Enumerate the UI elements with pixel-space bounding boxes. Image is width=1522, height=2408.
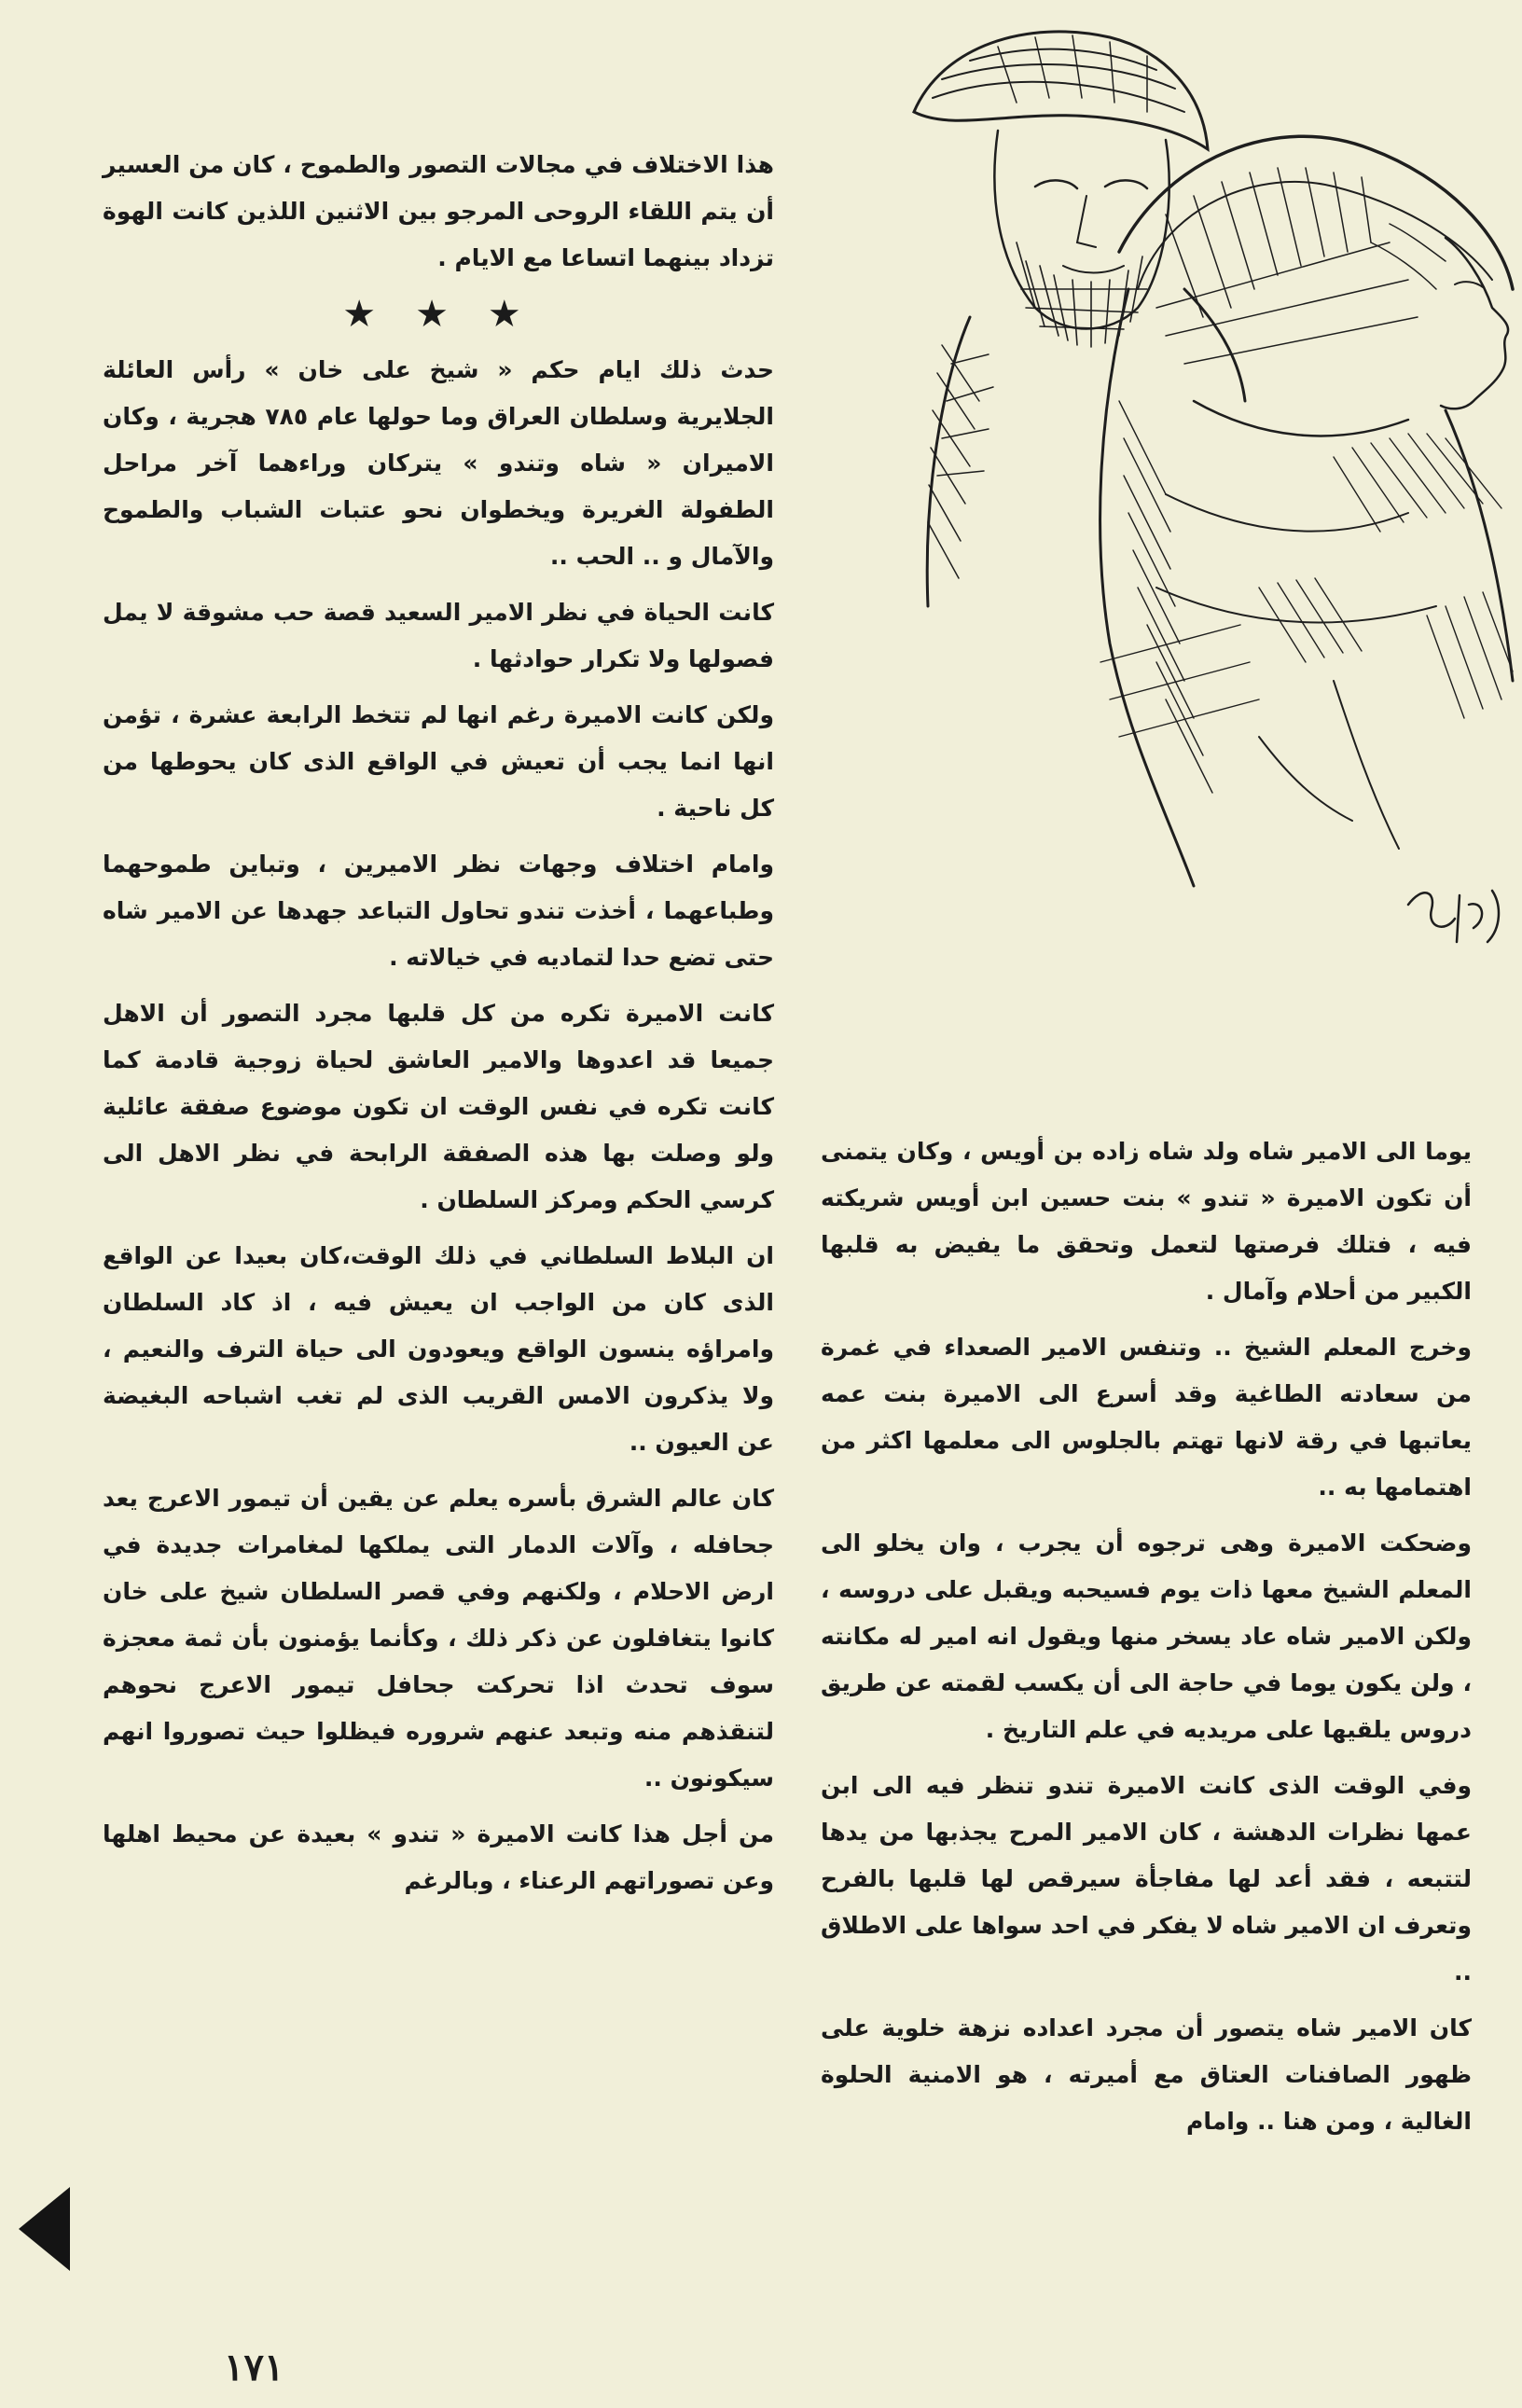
woman-cloak-sketch [1100, 289, 1513, 886]
artist-signature [1408, 891, 1499, 942]
paragraph: كانت الحياة في نظر الامير السعيد قصة حب مشوقة لا يمل فصولها ولا تكرار حوادثها . [103, 599, 774, 672]
section-separator-stars: ★ ★ ★ [342, 293, 534, 336]
paragraph: حدث ذلك ايام حكم « شيخ على خان » رأس العائلة الجلايرية وسلطان العراق وما حولها عام ٧٨٥ هجرية ، وكان الاميران « شاه وتندو » يتركان وراءهما آخر مراحل الطفولة الغريرة ويخطوان نحو عتبات الشباب والطموح والآمال و .. الحب .. [103, 356, 774, 570]
paragraph: ان البلاط السلطاني في ذلك الوقت،كان بعيدا عن الواقع الذى كان من الواجب ان يعيش فيه ، اذ كاد السلطان وامراؤه ينسون الواقع ويعودون الى حياة الترف والنعيم ، ولا يذكرون الامس القريب الذى لم تغب اشباحه البغيضة عن العيون .. [103, 1242, 774, 1456]
paragraph: هذا الاختلاف في مجالات التصور والطموح ، كان من العسير أن يتم اللقاء الروحى المرجو بين الاثنين اللذين كانت الهوة تزداد بينهما اتساعا مع الايام . [103, 151, 774, 271]
page-number: ١٧١ [224, 2346, 284, 2389]
right-text-column [821, 1128, 1472, 2154]
paragraph: كانت الاميرة تكره من كل قلبها مجرد التصور أن الاهل جميعا قد اعدوها والامير العاشق لحياة زوجية قادمة كما كانت تكره في نفس الوقت ان تكون موضوع صفقة عائلية ولو وصلت بها هذه الصفقة الرابحة في نظر الاهل الى كرسي الحكم ومركز السلطان . [103, 1000, 774, 1213]
ink-sketch-illustration [886, 9, 1522, 1035]
hood-hatching [1156, 168, 1418, 364]
left-text-column [103, 142, 774, 1914]
page-turn-arrow-icon[interactable] [19, 2187, 75, 2271]
cloak-hatching [1100, 401, 1513, 793]
paragraph: كان عالم الشرق بأسره يعلم عن يقين أن تيمور الاعرج يعد جحافله ، وآلات الدمار التى يملكها لمغامرات جديدة في ارض الاحلام ، ولكنهم وفي قصر السلطان شيخ على خان كانوا يتغافلون عن ذكر ذلك ، وكأنما يؤمنون بأن ثمة معجزة سوف تحدث اذا تحركت جحافل تيمور الاعرج نحوهم لتنقذهم منه وتبعد عنهم شروره فيظلوا حيث تصوروا انهم سيكونون .. [103, 1485, 774, 1792]
paragraph: من أجل هذا كانت الاميرة « تندو » بعيدة عن محيط اهلها وعن تصوراتهم الرعناء ، وبالرغم [103, 1820, 774, 1894]
paragraph: وخرج المعلم الشيخ .. وتنفس الامير الصعداء في غمرة من سعادته الطاغية وقد أسرع الى الاميرة بنت عمه يعاتبها في رقة لانها تهتم بالجلوس الى معلمها اكثر من اهتمامها به .. [821, 1334, 1472, 1501]
paragraph: ولكن كانت الاميرة رغم انها لم تتخط الرابعة عشرة ، تؤمن انها انما يجب أن تعيش في الواقع الذى كان يحوطها من كل ناحية . [103, 701, 774, 822]
man-robe-sketch [927, 289, 1245, 606]
paragraph: وامام اختلاف وجهات نظر الاميرين ، وتباين طموحهما وطباعهما ، أخذت تندو تحاول التباعد جهدها عن الامير شاه حتى تضع حدا لتماديه في خيالاته . [103, 851, 774, 971]
woman-hood-sketch [1119, 136, 1513, 289]
paragraph: وضحكت الاميرة وهى ترجوه أن يجرب ، وان يخلو الى المعلم الشيخ معها ذات يوم فسيحبه ويقبل على دروسه ، ولكن الامير شاه عاد يسخر منها ويقول انه امير له مكانته ، ولن يكون يوما في حاجة الى أن يكسب لقمته عن طريق دروس يلقيها على مريديه في علم التاريخ . [821, 1529, 1472, 1743]
paragraph: وفي الوقت الذى كانت الاميرة تندو تنظر فيه الى ابن عمها نظرات الدهشة ، كان الامير المرح يجذبها من يدها لتتبعه ، فقد أعد لها مفاجأة سيرقص لها قلبها بالفرح وتعرف ان الامير شاه لا يفكر في احد سواها على الاطلاق .. [821, 1772, 1472, 1986]
paragraph: كان الامير شاه يتصور أن مجرد اعداده نزهة خلوية على ظهور الصافنات العتاق مع أميرته ، هو الامنية الحلوة الغالية ، ومن هنا .. وامام [821, 2014, 1472, 2135]
bearded-man-face [994, 131, 1169, 329]
woman-face-profile [1441, 238, 1508, 408]
paragraph: يوما الى الامير شاه ولد شاه زاده بن أويس ، وكان يتمنى أن تكون الاميرة « تندو » بنت حسين ابن أويس شريكته فيه ، فتلك فرصتها لتعمل وتحقق ما يفيض به قلبها الكبير من أحلام وآمال . [821, 1138, 1472, 1305]
